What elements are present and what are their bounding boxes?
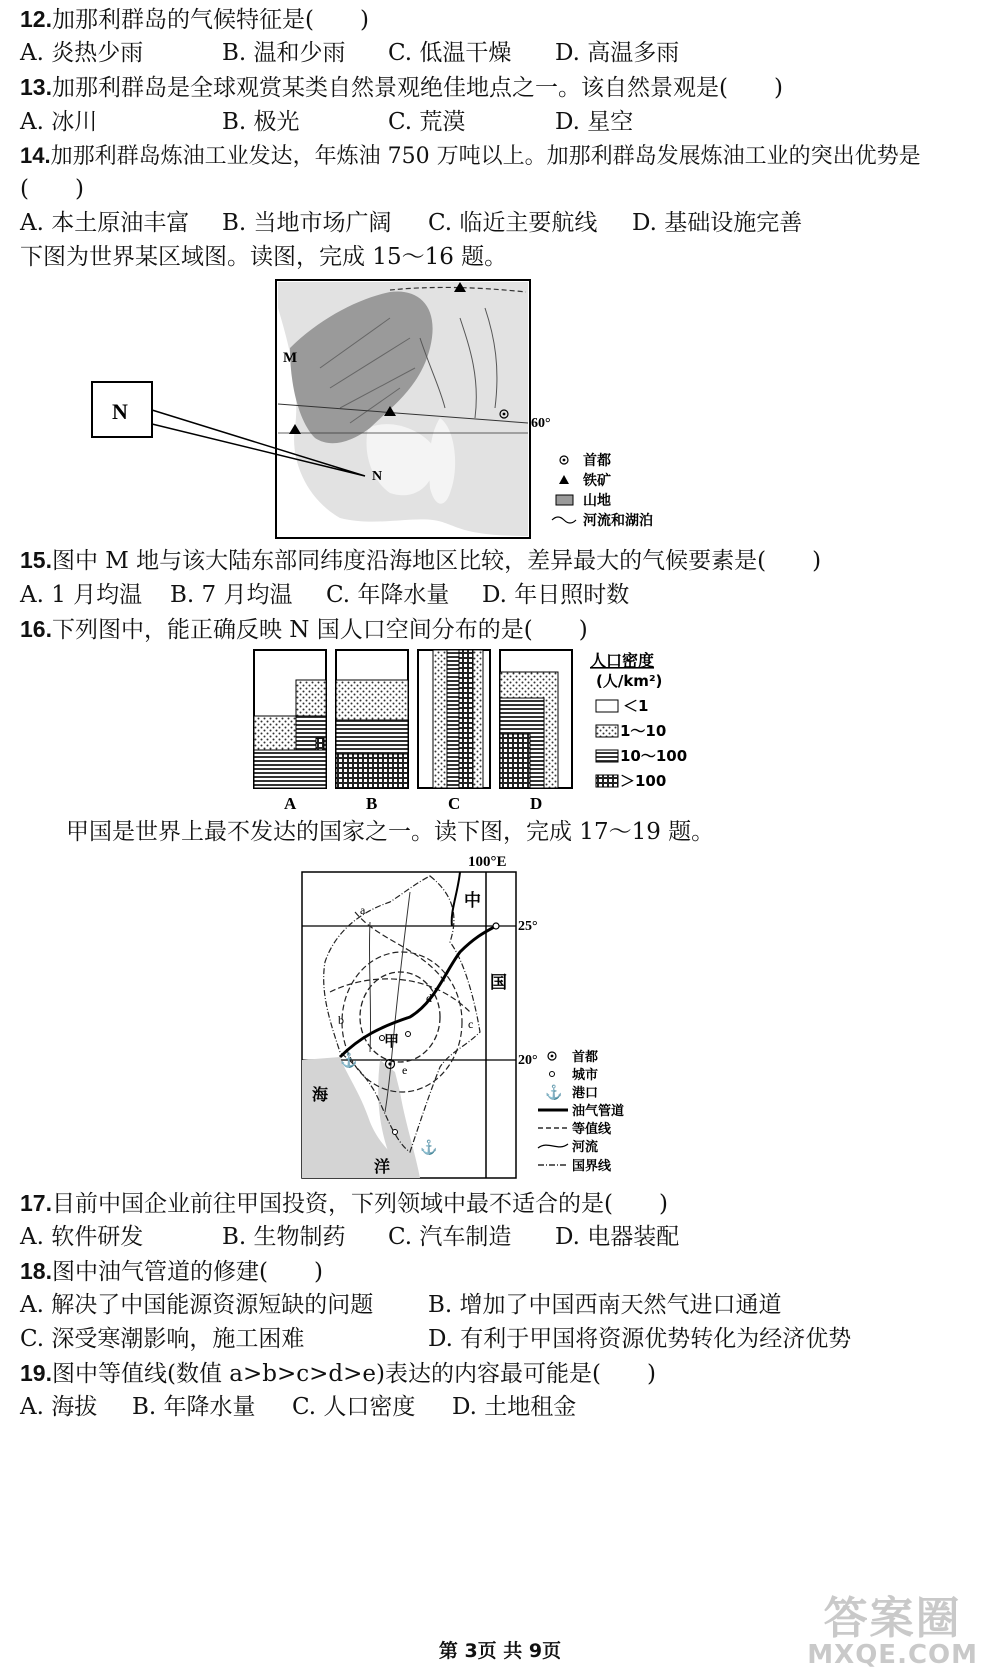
question-14 bbox=[20, 141, 921, 172]
option-c: C. 年降水量 bbox=[326, 582, 450, 608]
option-d: D. 土地租金 bbox=[452, 1394, 577, 1420]
n-box-label: N bbox=[112, 399, 128, 424]
question-17 bbox=[20, 1188, 668, 1219]
question-12 bbox=[20, 4, 369, 35]
option-a: A. 1 月均温 bbox=[20, 582, 143, 608]
watermark-logo bbox=[807, 1593, 978, 1670]
option-b: B. 增加了中国西南天然气进口通道 bbox=[428, 1292, 782, 1318]
page-footer: 第 3页 共 9页 bbox=[438, 1640, 562, 1662]
option-d: D. 电器装配 bbox=[555, 1224, 680, 1250]
option-c: C. 低温干燥 bbox=[388, 40, 512, 66]
label-a: A bbox=[284, 794, 297, 813]
port-icon: ⚓ bbox=[340, 1053, 358, 1069]
question-14-bracket: ( ) bbox=[20, 176, 84, 202]
option-a: A. 本土原油丰富 bbox=[20, 210, 190, 236]
question-15 bbox=[20, 545, 821, 576]
question-number: 12. bbox=[20, 6, 52, 32]
intro-15-16: 下图为世界某区域图。读图，完成 15～16 题。 bbox=[20, 244, 508, 270]
legend-capital: 首都 bbox=[572, 1050, 599, 1065]
legend-iron: 铁矿 bbox=[583, 473, 611, 489]
china-label-2: 国 bbox=[490, 973, 507, 993]
country-jia-label: 甲 bbox=[384, 1032, 400, 1050]
sea-label: 海 bbox=[312, 1085, 329, 1104]
legend-capital: 首都 bbox=[583, 453, 611, 469]
label-m: M bbox=[283, 350, 298, 366]
legend-contour: 等值线 bbox=[572, 1122, 612, 1137]
ocean-label: 洋 bbox=[374, 1157, 391, 1176]
population-density-figure bbox=[248, 648, 708, 818]
option-c-diagram bbox=[418, 650, 490, 788]
legend-1-10: 1～10 bbox=[620, 722, 667, 740]
contour-c: c bbox=[468, 1017, 474, 1031]
label-c: C bbox=[448, 794, 461, 813]
question-number: 15. bbox=[20, 547, 52, 573]
option-d: D. 星空 bbox=[555, 109, 634, 135]
china-label-1: 中 bbox=[464, 891, 481, 911]
option-b: B. 当地市场广阔 bbox=[222, 210, 392, 236]
watermark-line-2: MXQE.COM bbox=[807, 1640, 978, 1670]
watermark-line-1: 答案圈 bbox=[823, 1593, 962, 1644]
label-b: B bbox=[366, 794, 378, 813]
option-b: B. 年降水量 bbox=[132, 1394, 256, 1420]
question-18 bbox=[20, 1256, 323, 1287]
contour-e: e bbox=[402, 1063, 408, 1077]
option-d: D. 年日照时数 bbox=[482, 582, 630, 608]
option-b: B. 温和少雨 bbox=[222, 40, 346, 66]
legend-10-100: 10～100 bbox=[620, 747, 688, 765]
question-stem: 下列图中，能正确反映 N 国人口空间分布的是( ) bbox=[51, 617, 588, 643]
legend-river: 河流 bbox=[572, 1140, 599, 1155]
legend-mountain: 山地 bbox=[583, 493, 611, 509]
option-a: A. 炎热少雨 bbox=[20, 40, 144, 66]
label-d: D bbox=[530, 794, 543, 813]
question-stem: 图中油气管道的修建( ) bbox=[51, 1259, 323, 1285]
myanmar-map bbox=[300, 852, 670, 1182]
option-a: A. 软件研发 bbox=[20, 1224, 144, 1250]
question-number: 13. bbox=[20, 74, 52, 100]
legend-city: 城市 bbox=[572, 1068, 599, 1083]
contour-a: a bbox=[360, 903, 366, 917]
option-b: B. 生物制药 bbox=[222, 1224, 346, 1250]
question-16 bbox=[20, 614, 588, 645]
legend-river: 河流和湖泊 bbox=[583, 513, 653, 529]
legend-lt1: ＜1 bbox=[623, 697, 649, 715]
option-c: C. 人口密度 bbox=[292, 1394, 416, 1420]
label-n: N bbox=[372, 469, 383, 484]
question-19 bbox=[20, 1358, 656, 1389]
question-stem: 图中等值线(数值 a>b>c>d>e)表达的内容最可能是( ) bbox=[51, 1361, 656, 1387]
option-c: C. 临近主要航线 bbox=[428, 210, 598, 236]
option-c: C. 荒漠 bbox=[388, 109, 466, 135]
question-number: 14. bbox=[20, 143, 51, 168]
question-number: 16. bbox=[20, 616, 52, 642]
svg-text:⚓: ⚓ bbox=[545, 1085, 563, 1101]
legend-port: 港口 bbox=[572, 1086, 599, 1101]
option-c: C. 深受寒潮影响，施工困难 bbox=[20, 1326, 305, 1352]
option-b: B. 7 月均温 bbox=[170, 582, 293, 608]
option-b-diagram bbox=[336, 650, 408, 788]
lat-60: 60° bbox=[531, 416, 551, 431]
legend-pipeline: 油气管道 bbox=[572, 1104, 625, 1119]
scandinavia-map bbox=[90, 278, 690, 544]
question-number: 19. bbox=[20, 1360, 52, 1386]
question-stem: 加那利群岛炼油工业发达，年炼油 750 万吨以上。加那利群岛发展炼油工业的突出优势是 bbox=[50, 144, 921, 169]
option-d: D. 有利于甲国将资源优势转化为经济优势 bbox=[428, 1326, 852, 1352]
question-stem: 加那利群岛是全球观赏某类自然景观绝佳地点之一。该自然景观是( ) bbox=[51, 75, 783, 101]
option-a-diagram bbox=[254, 650, 326, 788]
option-a: A. 冰川 bbox=[20, 109, 98, 135]
question-stem: 目前中国企业前往甲国投资，下列领域中最不适合的是( ) bbox=[51, 1191, 668, 1217]
option-d-diagram bbox=[500, 650, 572, 788]
question-number: 18. bbox=[20, 1258, 52, 1284]
option-c: C. 汽车制造 bbox=[388, 1224, 512, 1250]
lat-20: 20° bbox=[518, 1053, 538, 1068]
intro-17-19: 甲国是世界上最不发达的国家之一。读下图，完成 17～19 题。 bbox=[66, 819, 715, 845]
question-number: 17. bbox=[20, 1190, 52, 1216]
question-13 bbox=[20, 72, 783, 103]
option-d: D. 高温多雨 bbox=[555, 40, 680, 66]
legend-border: 国界线 bbox=[572, 1159, 612, 1174]
lon-100e: 100°E bbox=[468, 854, 507, 870]
option-d: D. 基础设施完善 bbox=[632, 210, 803, 236]
question-stem: 图中 M 地与该大陆东部同纬度沿海地区比较，差异最大的气候要素是( ) bbox=[51, 548, 822, 574]
option-a: A. 解决了中国能源资源短缺的问题 bbox=[20, 1292, 374, 1318]
option-b: B. 极光 bbox=[222, 109, 300, 135]
port-icon: ⚓ bbox=[420, 1140, 438, 1156]
question-stem: 加那利群岛的气候特征是( ) bbox=[51, 7, 369, 33]
legend-unit: (人/km²) bbox=[596, 672, 663, 690]
legend-title: 人口密度 bbox=[590, 651, 655, 670]
legend-gt100: ＞100 bbox=[620, 772, 667, 790]
lat-25: 25° bbox=[518, 919, 538, 934]
city-icon bbox=[493, 923, 499, 929]
contour-b: b bbox=[338, 1013, 344, 1027]
option-a: A. 海拔 bbox=[20, 1394, 98, 1420]
contour-d: d bbox=[426, 991, 432, 1005]
